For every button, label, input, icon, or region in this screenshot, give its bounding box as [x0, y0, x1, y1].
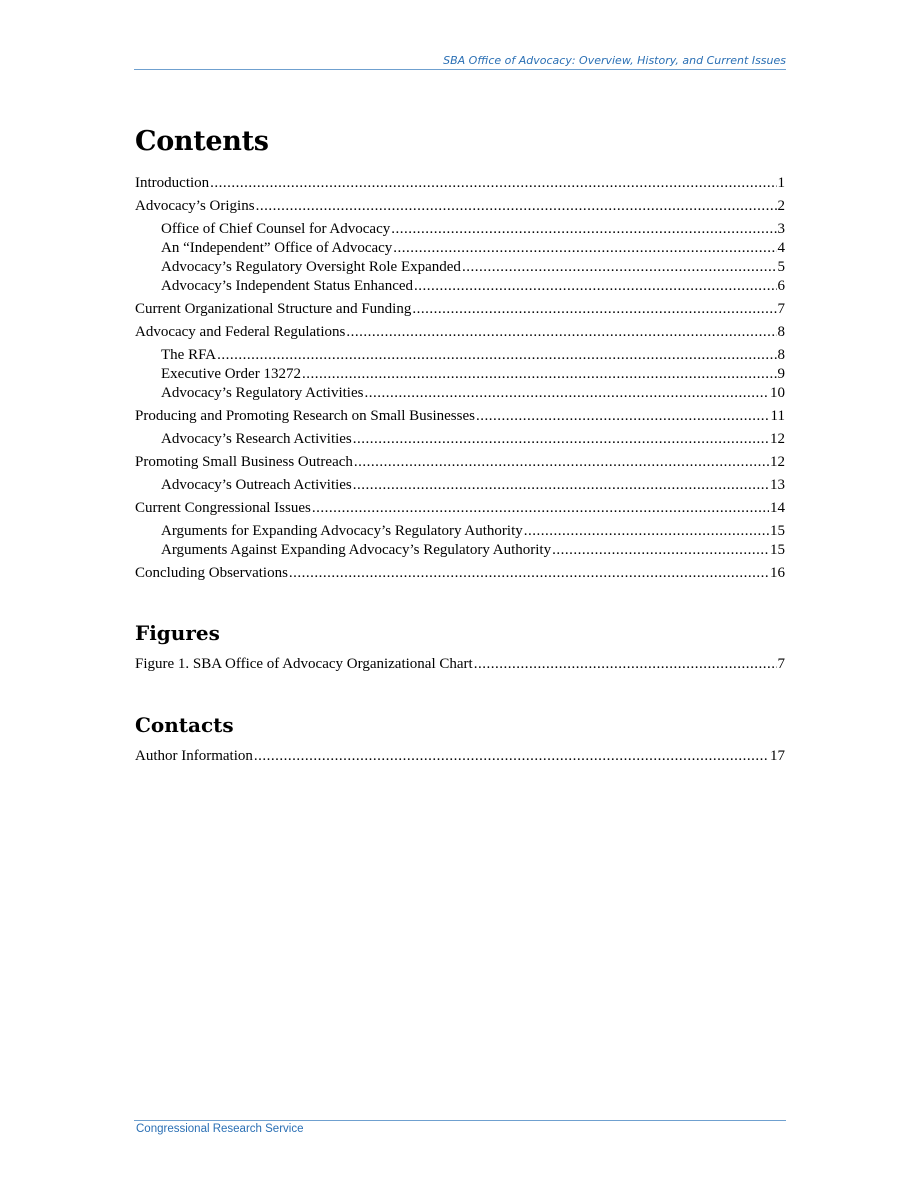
- toc-entry[interactable]: [135, 258, 785, 276]
- figures-heading: Figures: [135, 621, 220, 645]
- toc-entry[interactable]: [135, 384, 785, 402]
- toc-entry-label: Office of Chief Counsel for Advocacy: [161, 221, 391, 237]
- toc-entry-page-number: 17: [770, 748, 785, 764]
- toc-entry-page-number: 15: [770, 523, 785, 539]
- toc-entry-label: Advocacy and Federal Regulations: [135, 324, 346, 340]
- toc-entry-label: Arguments for Expanding Advocacy’s Regulatory Authority: [161, 523, 523, 539]
- toc-entry-page-number: 7: [777, 301, 785, 317]
- running-header: SBA Office of Advocacy: Overview, History, and Current Issues: [443, 54, 786, 67]
- toc-entry-page-number: 3: [777, 221, 785, 237]
- toc-entry[interactable]: [135, 499, 785, 517]
- toc-entry-page-number: 7: [777, 656, 785, 672]
- toc-entry-page-number: 16: [770, 565, 785, 581]
- toc-entry[interactable]: [135, 541, 785, 559]
- toc-entry-label: Current Organizational Structure and Funding: [135, 301, 412, 317]
- toc-entry[interactable]: [135, 430, 785, 448]
- dot-leader: [364, 384, 769, 402]
- toc-entry-label: Author Information: [135, 748, 253, 764]
- toc-entry[interactable]: [135, 220, 785, 238]
- toc-entry[interactable]: [135, 277, 785, 295]
- toc-entry-label: Concluding Observations: [135, 565, 288, 581]
- dot-leader: [217, 346, 776, 364]
- toc-entry[interactable]: [135, 174, 785, 192]
- toc-entry[interactable]: [135, 323, 785, 341]
- dot-leader: [552, 541, 769, 559]
- dot-leader: [312, 499, 769, 517]
- toc-entry-page-number: 12: [770, 431, 785, 447]
- toc-entry[interactable]: [135, 197, 785, 215]
- toc-entry-label: The RFA: [161, 347, 217, 363]
- toc-entry[interactable]: [135, 453, 785, 471]
- toc-entry-page-number: 9: [777, 366, 785, 382]
- contacts-heading: Contacts: [135, 713, 234, 737]
- contents-list: [135, 174, 785, 582]
- toc-entry[interactable]: [135, 239, 785, 257]
- contents-heading: Contents: [135, 126, 269, 157]
- toc-entry[interactable]: [135, 476, 785, 494]
- toc-entry-label: Current Congressional Issues: [135, 500, 311, 516]
- toc-entry-page-number: 12: [770, 454, 785, 470]
- toc-entry-label: Promoting Small Business Outreach: [135, 454, 353, 470]
- toc-entry-page-number: 8: [777, 324, 785, 340]
- toc-entry[interactable]: [135, 407, 785, 425]
- contacts-list: [135, 747, 785, 765]
- toc-entry-page-number: 2: [777, 198, 785, 214]
- dot-leader: [256, 197, 777, 215]
- toc-entry-label: Advocacy’s Independent Status Enhanced: [161, 278, 414, 294]
- toc-entry-label: Advocacy’s Research Activities: [161, 431, 352, 447]
- dot-leader: [289, 564, 769, 582]
- toc-entry-label: Introduction: [135, 175, 210, 191]
- toc-entry-page-number: 14: [770, 500, 785, 516]
- toc-entry-label: Advocacy’s Regulatory Activities: [161, 385, 364, 401]
- toc-entry-page-number: 15: [770, 542, 785, 558]
- toc-entry[interactable]: [135, 655, 785, 673]
- dot-leader: [353, 476, 769, 494]
- dot-leader: [254, 747, 769, 765]
- dot-leader: [353, 430, 769, 448]
- dot-leader: [302, 365, 777, 383]
- toc-entry-page-number: 6: [777, 278, 785, 294]
- toc-entry-label: An “Independent” Office of Advocacy: [161, 240, 393, 256]
- toc-entry-label: Figure 1. SBA Office of Advocacy Organizational Chart: [135, 656, 473, 672]
- toc-entry-page-number: 5: [777, 259, 785, 275]
- dot-leader: [476, 407, 770, 425]
- toc-entry-page-number: 10: [770, 385, 785, 401]
- toc-entry-label: Advocacy’s Regulatory Oversight Role Expanded: [161, 259, 461, 275]
- toc-entry-label: Arguments Against Expanding Advocacy’s Regulatory Authority: [161, 542, 552, 558]
- toc-entry-page-number: 8: [777, 347, 785, 363]
- toc-entry-page-number: 4: [777, 240, 785, 256]
- dot-leader: [346, 323, 776, 341]
- toc-entry[interactable]: [135, 365, 785, 383]
- dot-leader: [391, 220, 776, 238]
- dot-leader: [474, 655, 777, 673]
- toc-entry[interactable]: [135, 346, 785, 364]
- toc-entry[interactable]: [135, 747, 785, 765]
- toc-entry-page-number: 13: [770, 477, 785, 493]
- toc-entry[interactable]: [135, 300, 785, 318]
- dot-leader: [354, 453, 769, 471]
- dot-leader: [462, 258, 777, 276]
- toc-entry[interactable]: [135, 522, 785, 540]
- dot-leader: [393, 239, 776, 257]
- toc-content: [135, 124, 785, 765]
- toc-entry[interactable]: [135, 564, 785, 582]
- toc-entry-page-number: 11: [770, 408, 785, 424]
- toc-entry-page-number: 1: [777, 175, 785, 191]
- figures-list: [135, 655, 785, 673]
- header-divider: [134, 69, 786, 70]
- dot-leader: [524, 522, 769, 540]
- footer-divider: [134, 1120, 786, 1121]
- toc-entry-label: Advocacy’s Outreach Activities: [161, 477, 352, 493]
- toc-entry-label: Producing and Promoting Research on Small Businesses: [135, 408, 475, 424]
- dot-leader: [210, 174, 776, 192]
- toc-entry-label: Advocacy’s Origins: [135, 198, 255, 214]
- dot-leader: [414, 277, 776, 295]
- toc-entry-label: Executive Order 13272: [161, 366, 301, 382]
- dot-leader: [412, 300, 776, 318]
- page-footer: Congressional Research Service: [136, 1123, 304, 1135]
